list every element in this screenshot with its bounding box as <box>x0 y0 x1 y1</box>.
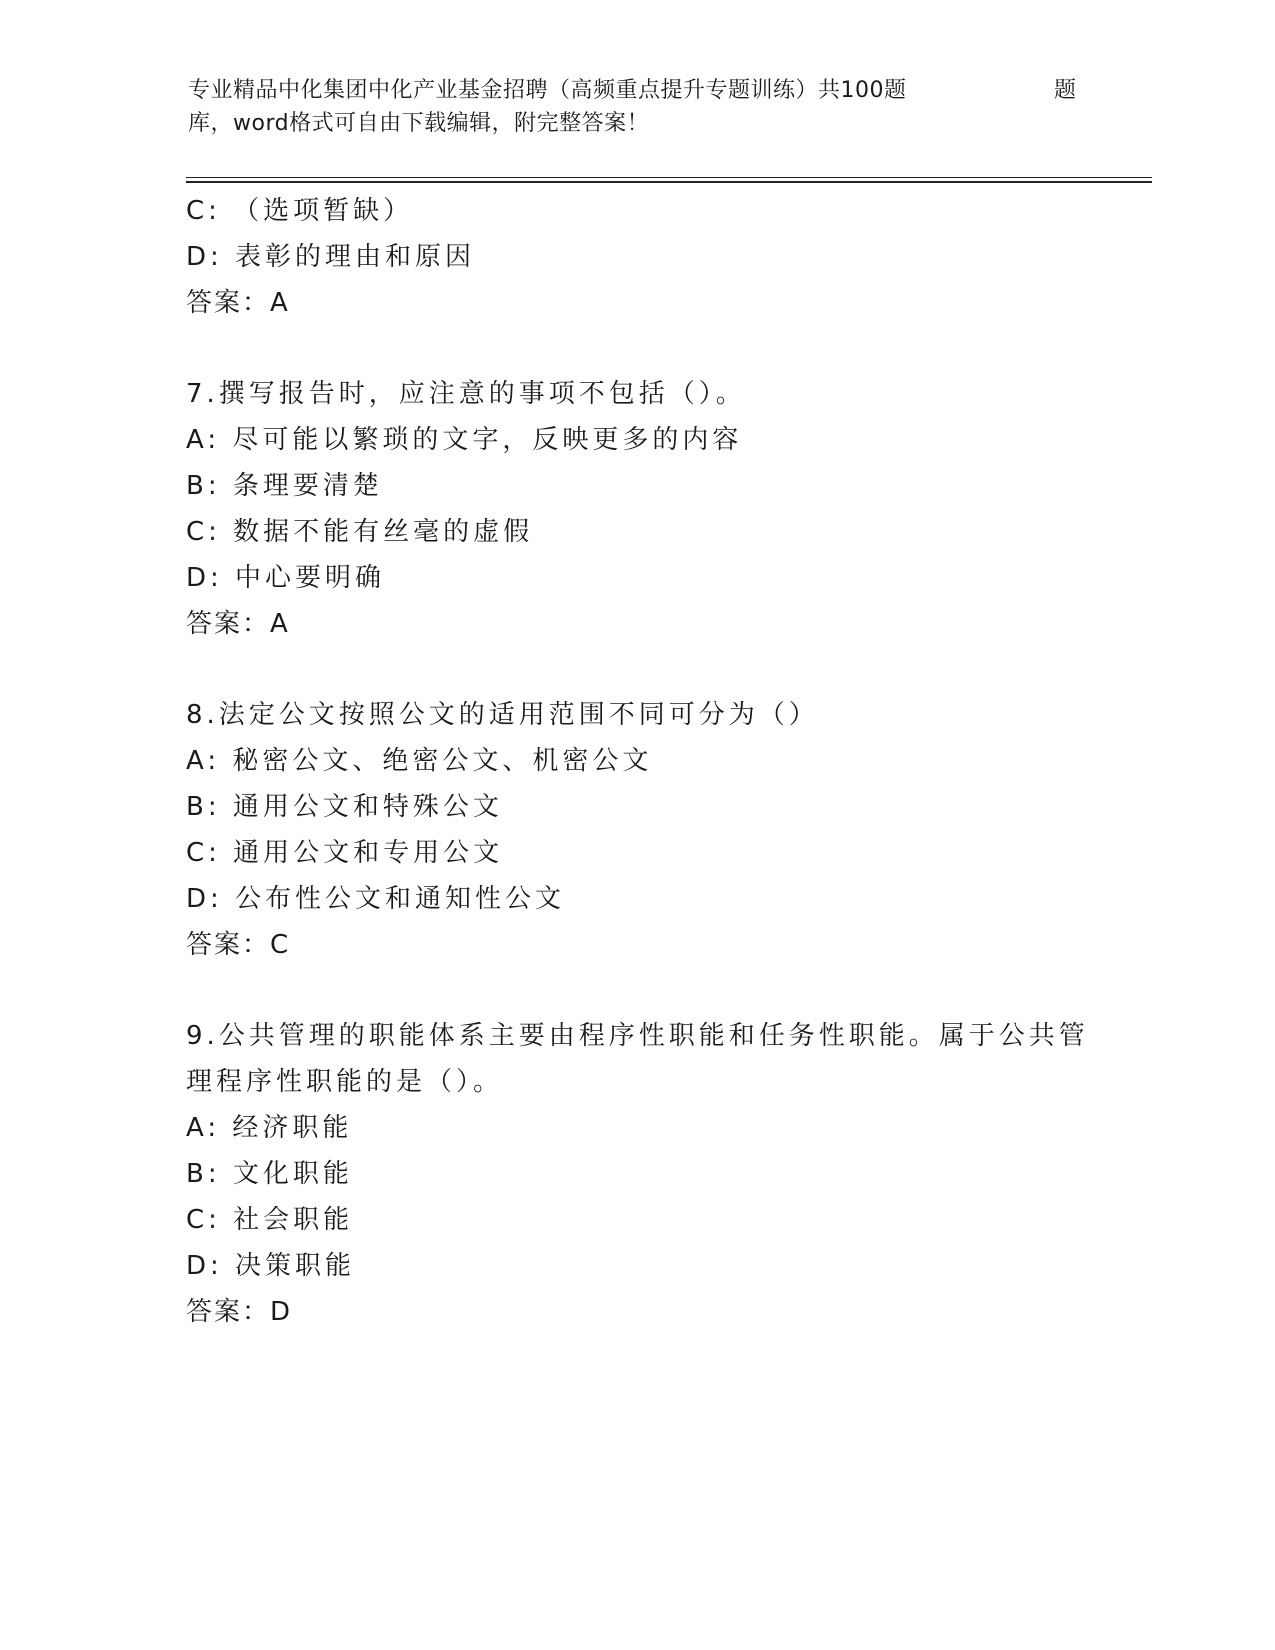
page-header <box>188 74 1088 140</box>
header-divider-thin <box>186 177 1152 178</box>
option-a: A: 尽可能以繁琐的文字，反映更多的内容 <box>186 425 743 455</box>
question-body <box>186 188 1126 1335</box>
question-text-line-2: 理程序性职能的是（）。 <box>186 1067 504 1097</box>
question-9 <box>186 1013 1126 1335</box>
question-text: 7.撰写报告时，应注意的事项不包括（）。 <box>186 379 746 409</box>
question-text-line-1: 9.公共管理的职能体系主要由程序性职能和任务性职能。属于公共管 <box>186 1021 1089 1051</box>
question-7 <box>186 371 1126 647</box>
header-line-1 <box>188 74 1088 107</box>
answer: 答案：A <box>186 609 290 639</box>
spacer <box>186 647 1126 692</box>
header-title-tail: 题 <box>1054 78 1077 103</box>
header-divider-thick <box>186 181 1152 183</box>
option-c: C: 社会职能 <box>186 1205 354 1235</box>
option-a: A: 秘密公文、绝密公文、机密公文 <box>186 746 653 776</box>
option-d: D: 中心要明确 <box>186 563 386 593</box>
answer: 答案：C <box>186 930 291 960</box>
option-c: C: （选项暂缺） <box>186 196 414 226</box>
option-b: B: 通用公文和特殊公文 <box>186 792 503 822</box>
option-d: D: 公布性公文和通知性公文 <box>186 884 566 914</box>
question-6-tail <box>186 188 1126 326</box>
option-b: B: 条理要清楚 <box>186 471 383 501</box>
option-c: C: 通用公文和专用公文 <box>186 838 504 868</box>
answer: 答案：D <box>186 1297 293 1327</box>
option-c: C: 数据不能有丝毫的虚假 <box>186 517 534 547</box>
option-d: D: 表彰的理由和原因 <box>186 242 476 272</box>
option-b: B: 文化职能 <box>186 1159 353 1189</box>
option-d: D: 决策职能 <box>186 1251 356 1281</box>
spacer <box>186 968 1126 1013</box>
answer: 答案：A <box>186 288 290 318</box>
header-title: 专业精品中化集团中化产业基金招聘（高频重点提升专题训练）共100题 <box>188 78 907 103</box>
question-8 <box>186 692 1126 968</box>
spacer <box>186 326 1126 371</box>
option-a: A: 经济职能 <box>186 1113 353 1143</box>
question-text: 8.法定公文按照公文的适用范围不同可分为（） <box>186 700 819 730</box>
header-line-2: 库，word格式可自由下载编辑，附完整答案！ <box>188 111 650 136</box>
